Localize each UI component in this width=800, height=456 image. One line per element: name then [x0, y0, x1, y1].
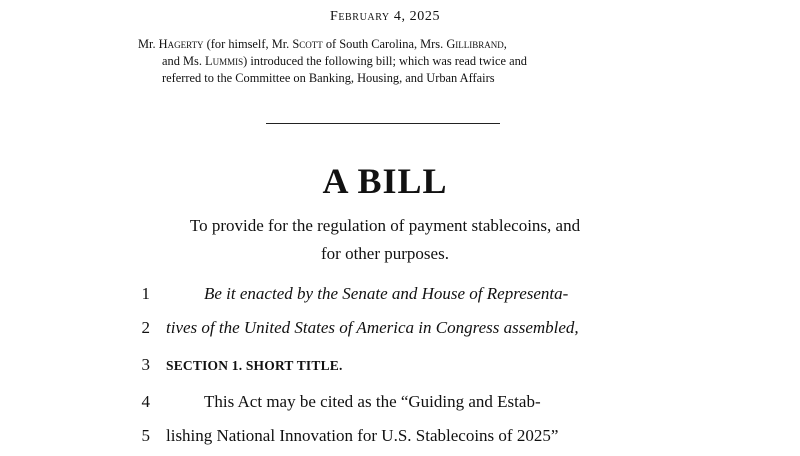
line-text: tives of the United States of America in Congress assembled,	[166, 318, 579, 337]
introduction-date: February 4, 2025	[329, 9, 441, 24]
line-number: 4	[141, 392, 150, 411]
sponsor-statement	[138, 36, 638, 87]
sponsor-text: of South Carolina, Mrs.	[322, 37, 447, 51]
line-number: 3	[141, 355, 150, 374]
line-text: This Act may be cited as the “Guiding and Estab-	[204, 392, 541, 411]
sponsor-line-2	[138, 53, 638, 70]
section-heading: SECTION 1. SHORT TITLE.	[166, 358, 343, 373]
purpose-line: for other purposes.	[321, 244, 449, 263]
sponsor-text: and Ms.	[162, 54, 206, 68]
sponsor-text: ,	[503, 37, 507, 51]
bill-line-4	[0, 392, 800, 422]
bill-line-1	[0, 284, 800, 314]
line-number: 2	[141, 318, 150, 337]
sponsor-text: Mr.	[138, 37, 159, 51]
divider-rule	[266, 123, 500, 124]
bill-line-3	[0, 355, 800, 385]
bill-title: A BILL	[322, 161, 448, 201]
sponsor-line-3: referred to the Committee on Banking, Housing, and Urban Affairs	[162, 71, 495, 85]
sponsor-line-1	[138, 36, 638, 53]
line-text: lishing National Innovation for U.S. Stablecoins of 2025”	[166, 426, 559, 445]
line-text: Be it enacted by the Senate and House of Representa-	[204, 284, 569, 303]
bill-line-2	[0, 318, 800, 348]
line-number: 1	[141, 284, 150, 303]
sponsor-name: Lummis	[205, 54, 244, 68]
sponsor-text: ) introduced the following bill; which was read twice and	[243, 54, 527, 68]
bill-line-5	[0, 426, 800, 456]
sponsor-name: Scott	[292, 37, 323, 51]
line-number: 5	[141, 426, 150, 445]
sponsor-name: Hagerty	[158, 37, 204, 51]
purpose-line: To provide for the regulation of payment stablecoins, and	[189, 216, 581, 235]
sponsor-text: (for himself, Mr.	[203, 37, 293, 51]
sponsor-name: Gillibrand	[446, 37, 504, 51]
bill-purpose	[0, 212, 770, 268]
